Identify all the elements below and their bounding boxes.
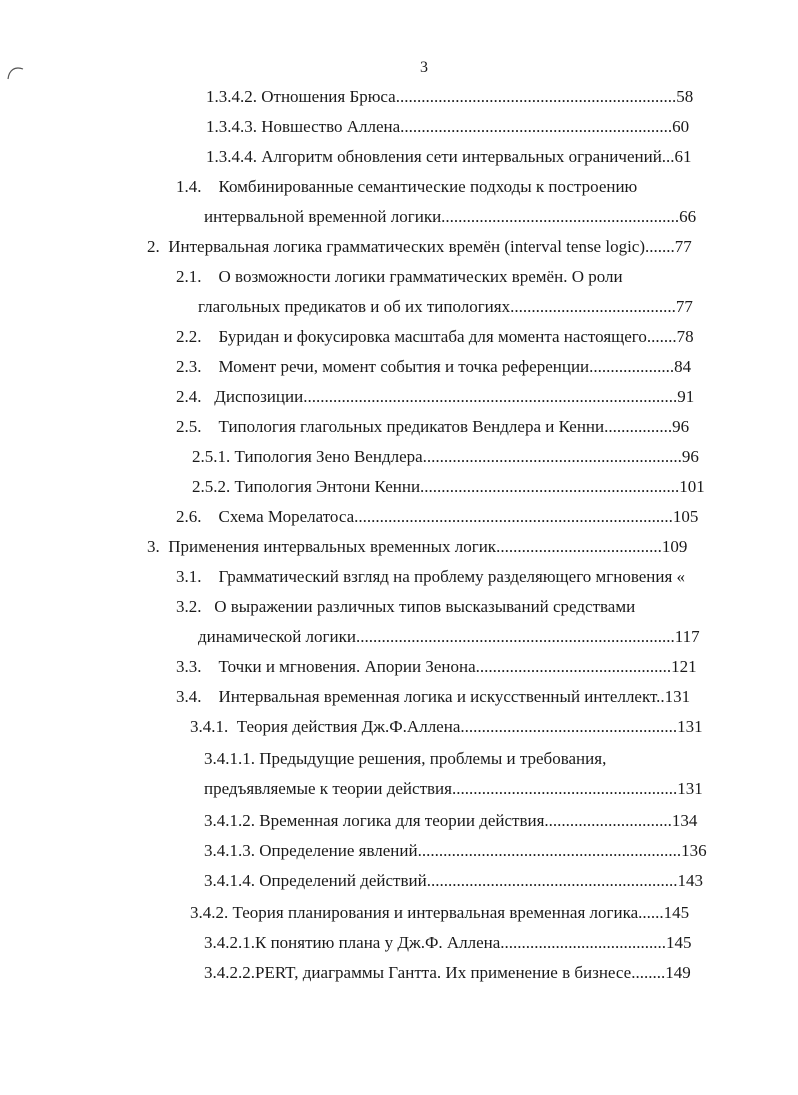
toc-entry-2-3: 2.3. Момент речи, момент события и точка референции....................84 [176, 357, 692, 376]
page-number: 3 [420, 59, 428, 76]
toc-entry-3-4-1-4: 3.4.1.4. Определений действий...........................................................143 [204, 871, 703, 890]
toc-entry-2-2: 2.2. Буридан и фокусировка масштаба для момента настоящего.......78 [176, 327, 694, 346]
toc-entry-3-4-1: 3.4.1. Теория действия Дж.Ф.Аллена...................................................131 [190, 717, 703, 736]
toc-entry-2-5-1: 2.5.1. Типология Зено Вендлера.............................................................96 [192, 447, 699, 466]
toc-entry-2-5: 2.5. Типология глагольных предикатов Вендлера и Кенни................96 [176, 417, 690, 436]
toc-entry-2-1: 2.1. О возможности логики грамматических времён. О роли [176, 267, 623, 286]
toc-entry-2-5-2: 2.5.2. Типология Энтони Кенни.............................................................101 [192, 477, 705, 496]
toc-entry-3-4-2-2: 3.4.2.2.PERT, диаграммы Гантта. Их применение в бизнесе........149 [204, 963, 691, 982]
toc-entry-3-4-1-3: 3.4.1.3. Определение явлений..............................................................136 [204, 841, 707, 860]
toc-entry-3-4-1-1-continued: предъявляемые к теории действия.....................................................131 [204, 779, 703, 798]
toc-entry-3-2-continued: динамической логики...........................................................................117 [198, 627, 700, 646]
scan-corner-mark [6, 64, 26, 80]
toc-entry-1-4-continued: интервальной временной логики........................................................66 [204, 207, 697, 226]
toc-entry-3-3: 3.3. Точки и мгновения. Апории Зенона..............................................121 [176, 657, 697, 676]
toc-entry-3-4: 3.4. Интервальная временная логика и искусственный интеллект..131 [176, 687, 691, 706]
toc-entry-1-3-4-4: 1.3.4.4. Алгоритм обновления сети интервальных ограничений...61 [206, 147, 692, 166]
toc-entry-1-3-4-2: 1.3.4.2. Отношения Брюса..................................................................58 [206, 87, 694, 106]
toc-entry-2-6: 2.6. Схема Морелатоса...........................................................................105 [176, 507, 699, 526]
toc-entry-2: 2. Интервальная логика грамматических времён (interval tense logic).......77 [147, 237, 692, 256]
toc-entry-3: 3. Применения интервальных временных логик.......................................109 [147, 537, 688, 556]
toc-entry-1-4: 1.4. Комбинированные семантические подходы к построению [176, 177, 638, 196]
toc-entry-3-4-2-1: 3.4.2.1.К понятию плана у Дж.Ф. Аллена.......................................145 [204, 933, 692, 952]
toc-entry-3-4-1-1: 3.4.1.1. Предыдущие решения, проблемы и требования, [204, 749, 607, 768]
toc-entry-3-1: 3.1. Грамматический взгляд на проблему разделяющего мгновения « [176, 567, 686, 586]
toc-entry-2-1-continued: глагольных предикатов и об их типологиях.......................................77 [198, 297, 693, 316]
toc-entry-1-3-4-3: 1.3.4.3. Новшество Аллена................................................................60 [206, 117, 690, 136]
toc-entry-3-4-2: 3.4.2. Теория планирования и интервальная временная логика......145 [190, 903, 690, 922]
toc-entry-2-4: 2.4. Диспозиции........................................................................................91 [176, 387, 695, 406]
toc-entry-3-2: 3.2. О выражении различных типов высказываний средствами [176, 597, 636, 616]
toc-entry-3-4-1-2: 3.4.1.2. Временная логика для теории действия..............................134 [204, 811, 698, 830]
